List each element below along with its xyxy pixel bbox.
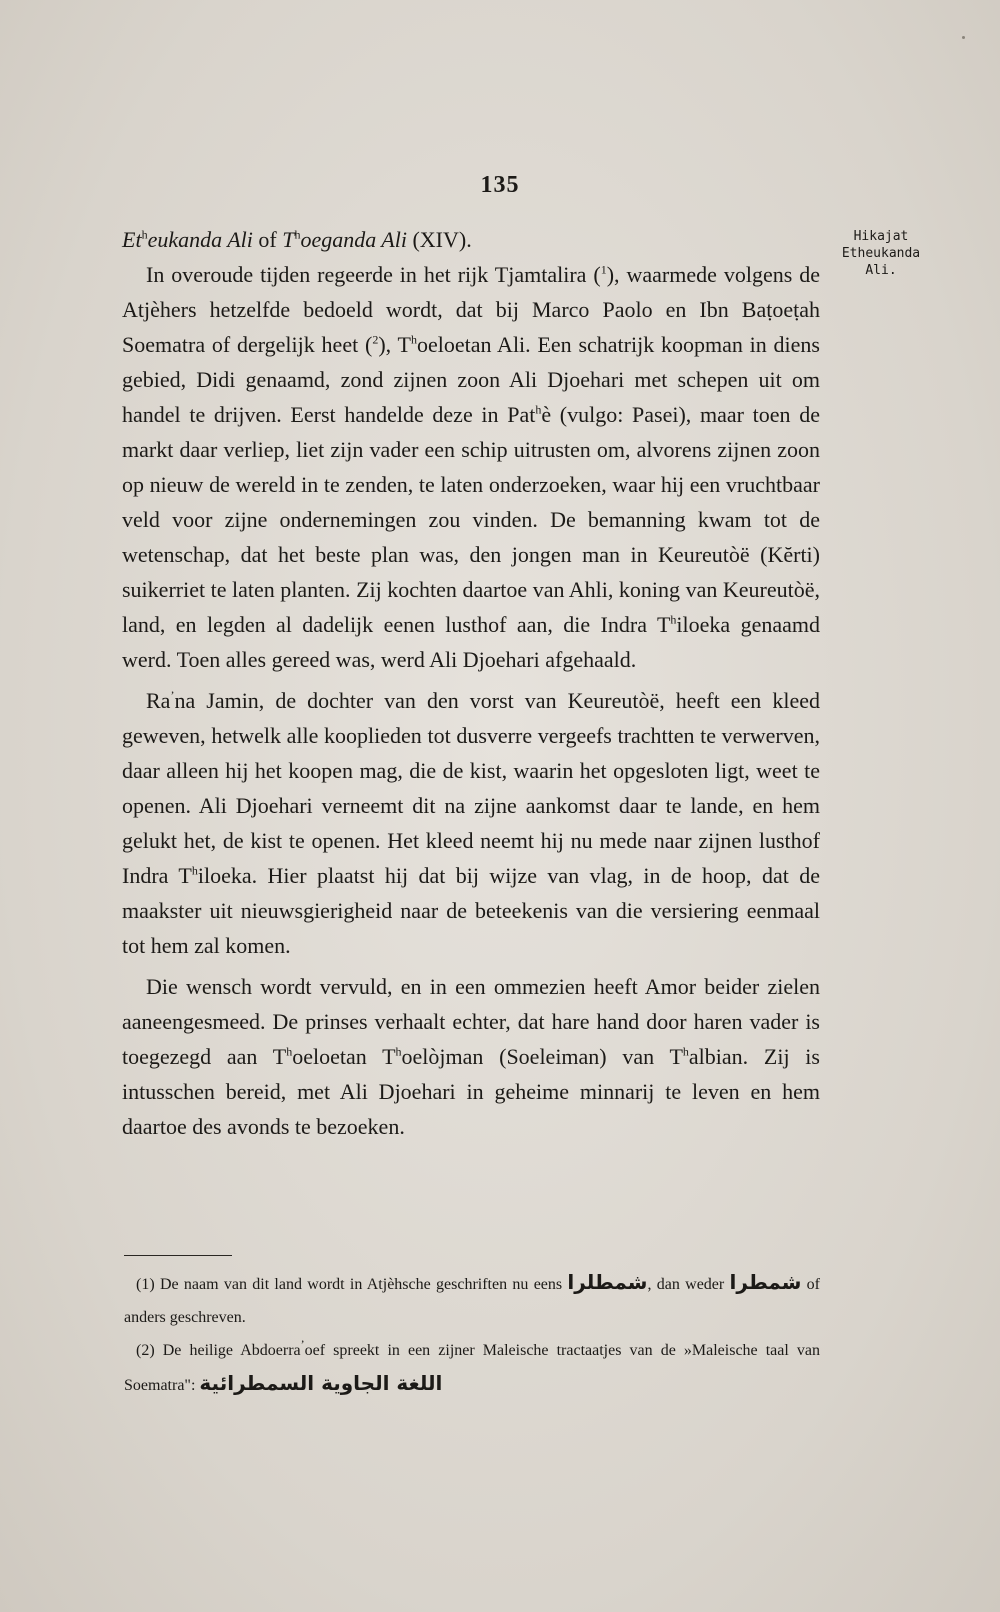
body-text	[122, 222, 820, 1144]
footnote: (2) De heilige Abdoerra$^ʼ$oef spreekt in een zijner Maleische tractaatjes van de »Maleische taal van Soematra": اللغة الجاوية السمطرائية	[124, 1337, 821, 1395]
footnotes	[124, 1266, 820, 1402]
paragraph: In overoude tijden regeerde in het rijk Tjamtalira ($^1$), waarmede volgens de Atjèhers hetzelfde bedoeld wordt, dat bij Marco Paolo en Ibn Baṭoeṭah Soematra of dergelijk heet ($^2$), $T^hoeloetan$ Ali. Een schatrijk koopman in diens gebied, Didi genaamd, zond zijnen zoon Ali Djoehari met schepen uit om handel te drijven. Eerst handelde deze in Pat$^h$è (vulgo: Pasei), maar toen de markt daar verliep, liet zijn vader een schip uitrusten om, alvorens zijnen zoon op nieuw de wereld in te zenden, te laten onderzoeken, waar hij een vruchtbaar veld voor zijne ondernemingen zou vinden. De bemanning kwam tot de wetenschap, dat het beste plan was, den jongen man in Keureutòë (Kĕrti) suikerriet te laten planten. Zij kochten daartoe van Ahli, koning van Keureutòë, land, en legden al dadelijk eenen lusthof aan, die Indra $T^hiloeka$ genaamd werd. Toen alles gereed was, werd Ali Djoehari afgehaald.	[122, 262, 820, 672]
paragraph: Die wensch wordt vervuld, en in een ommezien heeft Amor beider zielen aaneengesmeed. De prinses verhaalt echter, dat hare hand door haren vader is toegezegd aan $T^hoeloetan$ $T^hoelòjman$ (Soeleiman) van $T^halbian$. Zij is intusschen bereid, met Ali Djoehari in geheime minnarij te leven en hem daartoe des avonds te bezoeken.	[122, 974, 820, 1139]
footnote: (1) De naam van dit land wordt in Atjèhsche geschriften nu eens شمطلرا, dan weder شمطرا of anders geschreven.	[124, 1270, 821, 1326]
arabic-text: شمطرا	[729, 1270, 802, 1294]
page-number: 135	[480, 172, 520, 198]
footnote-ref: 2	[372, 332, 379, 347]
section-heading: Et$^h$eukanda Ali of $T^hoeganda$ Ali (XIV).	[122, 227, 472, 252]
margin-note-line: Ali.	[865, 263, 897, 278]
margin-note-line: Etheukanda	[841, 246, 921, 261]
margin-note-line: Hikajat	[853, 229, 909, 244]
paragraph: $Ra^ʼna$ Jamin, de dochter van den vorst van Keureutòë, heeft een kleed geweven, hetwelk alle kooplieden tot dusverre vergeefs trachtten te verwerven, daar alleen hij het koopen mag, die de kist, waarin het opgesloten ligt, weet te openen. Ali Djoehari verneemt dit na zijne aankomst daar te lande, en hem gelukt het, de kist te openen. Het kleed neemt hij nu mede naar zijnen lusthof Indra $T^hiloeka$. Hier plaatst hij dat bij wijze van vlag, in de hoop, dat de maakster uit nieuwsgierigheid naar de beteekenis van die versiering eenmaal tot hem zal komen.	[122, 688, 820, 958]
arabic-text: شمطلرا	[567, 1270, 648, 1294]
footnote-number: (2)	[136, 1342, 155, 1359]
margin-note	[836, 228, 926, 279]
footnote-number: (1)	[136, 1276, 155, 1293]
paper-speck	[962, 36, 965, 39]
footnote-divider	[124, 1255, 232, 1256]
arabic-text: اللغة الجاوية السمطرائية	[199, 1371, 443, 1395]
footnote-ref: 1	[600, 262, 607, 277]
